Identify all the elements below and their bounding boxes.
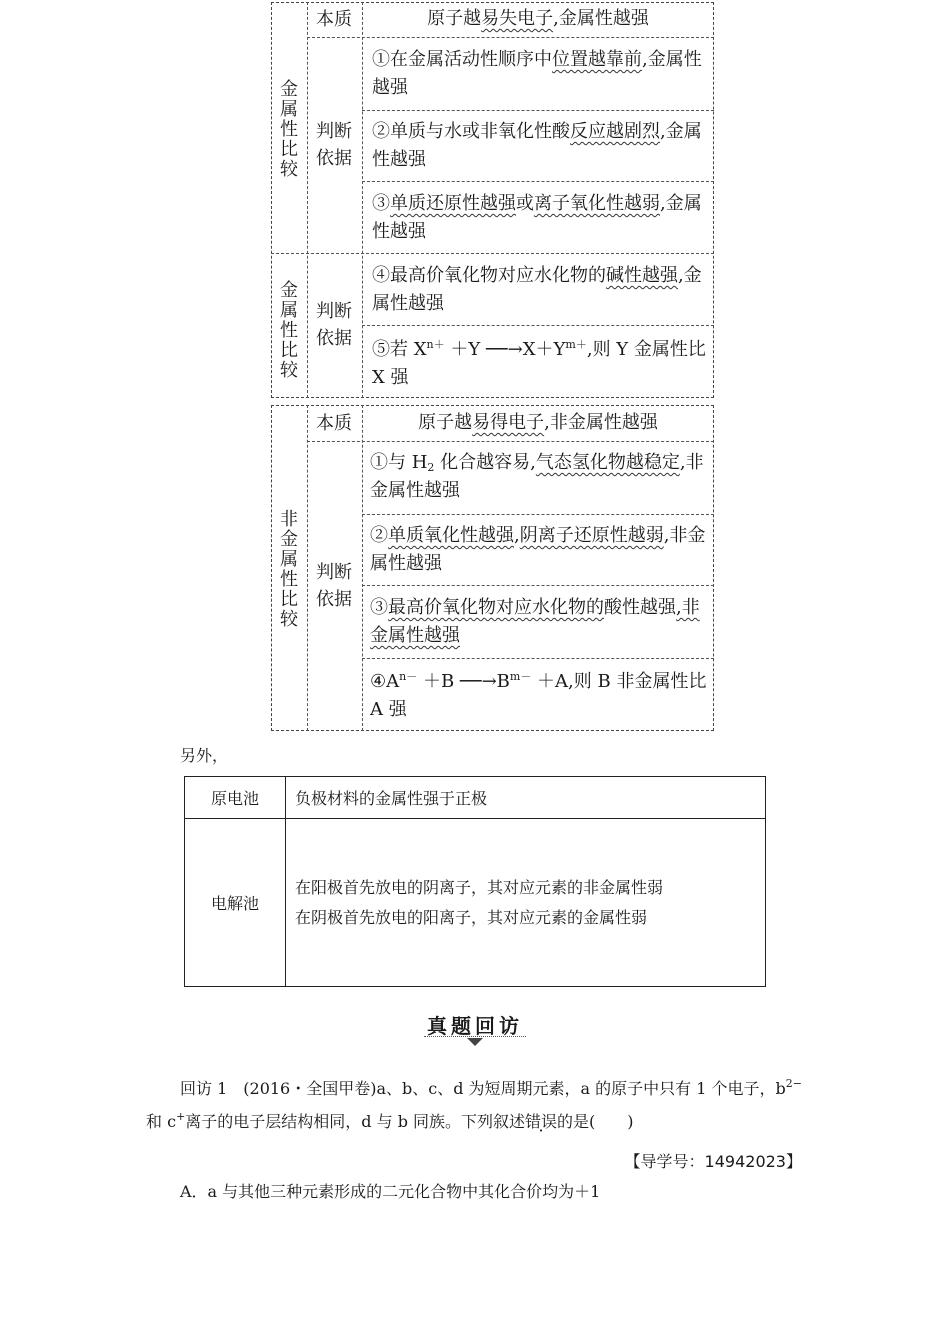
nonmetal-compare-label: 非金属性比较 xyxy=(280,509,298,630)
metal-compare-label: 金属性比较 xyxy=(280,79,298,180)
nonmetal-essence-label: 本质 xyxy=(316,413,352,434)
guide-number: 【导学号：14942023】 xyxy=(624,1152,802,1171)
section-title: 真题回访 xyxy=(427,1014,523,1038)
metal-judge-label-2: 判断 依据 xyxy=(316,301,352,349)
cell-table xyxy=(184,776,766,987)
nonmetal-rule-1: ①与 $H_2$ 化合越容易,气态氢化物越稳定,非金属性越强 xyxy=(370,452,704,501)
nonmetal-rule-4: $④A^{n-} +B$ $──\to B^{m-} +A$,则 B 非金属性比 A 强 xyxy=(370,670,707,720)
nonmetal-rule-2: ②单质氧化性越强,阴离子还原性越弱,非金属性越强 xyxy=(370,525,706,574)
besides-text: 另外， xyxy=(180,746,229,765)
metal-rule-5: ⑤若 $X^{n+} +Y$ $──\to X+Y^{m+}$,则 Y 金属性比 X 强 xyxy=(372,338,706,388)
nonmetal-rule-3: ③最高价氧化物对应水化物的酸性越强,非金属性越强 xyxy=(370,597,700,646)
metal-judge-label: 判断 依据 xyxy=(316,121,352,169)
section-title-underline xyxy=(424,1036,526,1037)
nonmetal-essence-text: 原子越易得电子,非金属性越强 xyxy=(418,412,658,433)
metal-essence-text: 原子越易失电子,金属性越强 xyxy=(427,8,649,29)
metal-rule-3: ③单质还原性越强或离子氧化性越弱,金属性越强 xyxy=(372,193,702,242)
nonmetal-judge-label: 判断 依据 xyxy=(316,562,352,610)
option-a: A．a 与其他三种元素形成的二元化合物中其化合价均为＋1 xyxy=(180,1182,601,1201)
metal-essence-label: 本质 xyxy=(316,9,352,30)
section-title-arrow-icon xyxy=(467,1038,483,1046)
question-line-1: 回访 1 (2016・全国甲卷)a、b、c、d 为短周期元素，a 的原子中只有 1 个电子，$b^{2-}$ xyxy=(180,1077,802,1098)
question-line-2: 和 c+离子的电子层结构相同，d 与 b 同族。下列叙述错误的是( ) xyxy=(146,1110,634,1131)
electrolytic-cell-text: 在阳极首先放电的阴离子，其对应元素的非金属性弱 在阴极首先放电的阳离子，其对应元素的金属性弱 xyxy=(286,819,766,987)
primary-cell-text: 负极材料的金属性强于正极 xyxy=(286,777,766,819)
electrolytic-cell-label: 电解池 xyxy=(185,819,286,987)
primary-cell-label: 原电池 xyxy=(185,777,286,819)
metal-compare-label-2: 金属性比较 xyxy=(280,280,298,381)
metal-rule-1: ①在金属活动性顺序中位置越靠前,金属性越强 xyxy=(372,49,702,98)
metal-rule-4: ④最高价氧化物对应水化物的碱性越强,金属性越强 xyxy=(372,265,702,314)
metal-rule-2: ②单质与水或非氧化性酸反应越剧烈,金属性越强 xyxy=(372,121,702,170)
